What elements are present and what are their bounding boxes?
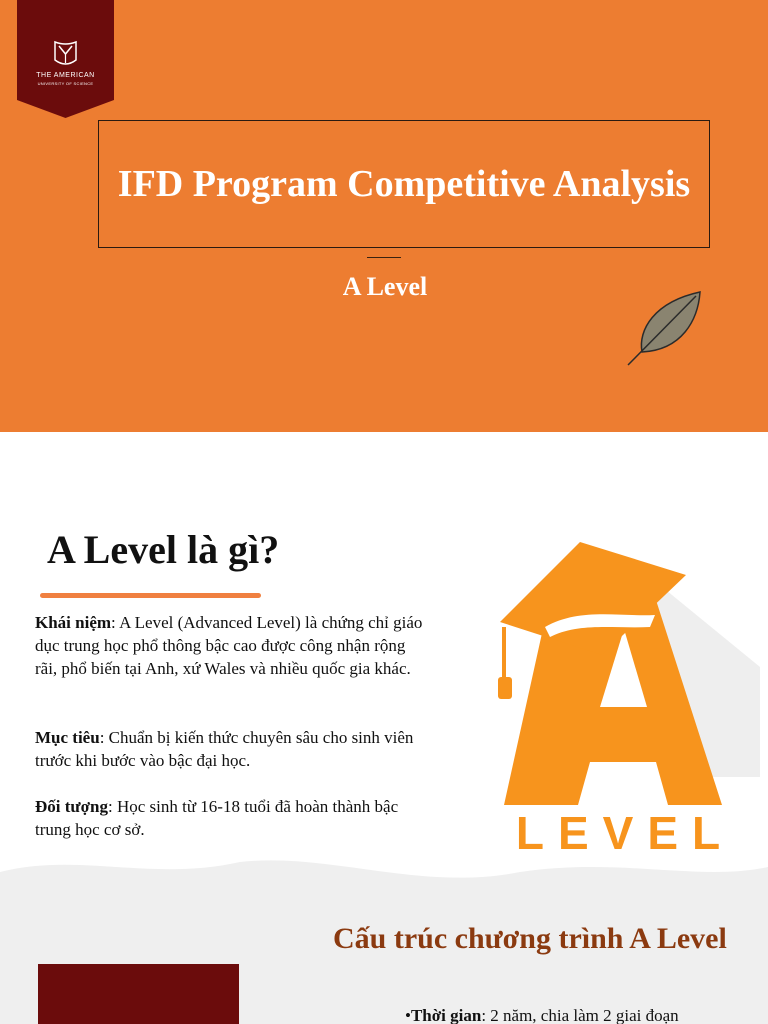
logo-word: LEVEL [515, 807, 735, 859]
section-heading: A Level là gì? [47, 527, 280, 572]
paragraph-goal [35, 726, 425, 772]
paragraph-audience [35, 795, 425, 841]
title-frame [98, 120, 710, 248]
a-level-logo [490, 537, 760, 862]
leaf-icon [624, 290, 704, 368]
paragraph-text: : Chuẩn bị kiến thức chuyên sâu cho sinh viên trước khi bước vào bậc đại học. [35, 728, 414, 770]
paragraph-label: Khái niệm [35, 613, 112, 632]
paragraph-text: : A Level (Advanced Level) là chứng chỉ giáo dục trung học phổ thông bậc cao được công nhận rộng rãi, phổ biến tại Anh, xứ Wales và nhiều quốc gia khác. [35, 613, 423, 678]
bullet-label: Thời gian [410, 1006, 482, 1024]
slide-title: IFD Program Competitive Analysis [117, 163, 691, 205]
content-slide [0, 432, 768, 1024]
decorative-box [38, 964, 239, 1024]
badge-shape [17, 0, 114, 118]
paragraph-concept [35, 611, 425, 680]
logo-line-1: THE AMERICAN [36, 72, 95, 79]
structure-heading: Cấu trúc chương trình A Level [333, 922, 727, 955]
paragraph-text: : Học sinh từ 16-18 tuổi đã hoàn thành bậc trung học cơ sở. [35, 797, 399, 839]
bullet-duration: •Thời gian: 2 năm, chia làm 2 giai đoạn [405, 1006, 679, 1024]
logo-line-2: UNIVERSITY OF SCIENCE [37, 81, 94, 86]
slide-subtitle: A Level [342, 272, 428, 301]
paragraph-label: Đối tượng [35, 797, 108, 816]
title-divider [367, 257, 401, 258]
bullet-text: : 2 năm, chia làm 2 giai đoạn [481, 1006, 679, 1024]
heading-underline [40, 593, 261, 598]
university-logo-badge [17, 0, 114, 118]
title-slide [0, 0, 768, 432]
paragraph-label: Mục tiêu [35, 728, 100, 747]
